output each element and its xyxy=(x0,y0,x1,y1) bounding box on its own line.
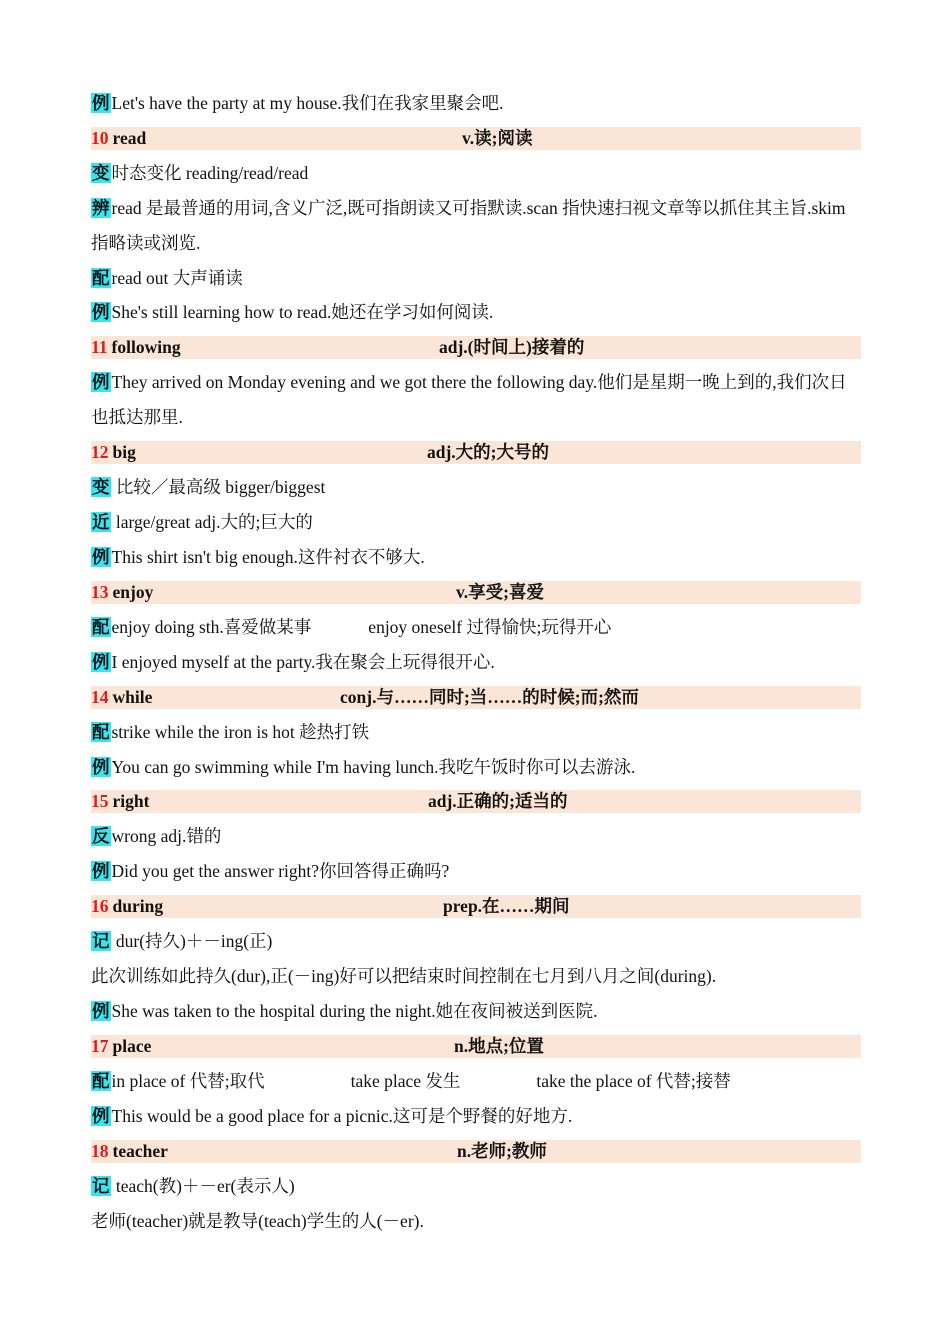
entry-number: 18 xyxy=(91,1140,109,1161)
collocation-text: take the place of 代替;接替 xyxy=(536,1070,731,1091)
example-text: She was taken to the hospital during the night.她在夜间被送到医院. xyxy=(111,1000,598,1021)
antonym-line xyxy=(91,819,861,854)
collocation-text: in place of 代替;取代 xyxy=(111,1070,265,1091)
entry-definition: conj.与……同时;当……的时候;而;然而 xyxy=(340,686,639,707)
entry-definition: v.读;阅读 xyxy=(462,127,533,148)
vocab-heading xyxy=(91,790,861,813)
inflection-tag: 变 xyxy=(92,162,110,183)
collocation-line xyxy=(91,715,861,750)
distinction-text: read 是最普通的用词,含义广泛,既可指朗读又可指默读.scan 指快速扫视文章等以抓住其主旨.skim 指略读或浏览. xyxy=(91,197,846,253)
collocation-text: enjoy oneself 过得愉快;玩得开心 xyxy=(368,616,612,637)
example-tag: 例 xyxy=(92,302,110,323)
example-text: Let's have the party at my house.我们在我家里聚会吧. xyxy=(111,93,504,113)
example-tag: 例 xyxy=(92,651,110,672)
example-text: Did you get the answer right?你回答得正确吗? xyxy=(111,861,450,882)
example-tag: 例 xyxy=(92,861,110,882)
collocation-tag: 配 xyxy=(92,721,110,742)
mnemonic-explanation xyxy=(91,959,861,994)
entry-word: place xyxy=(112,1035,152,1056)
mnemonic-line xyxy=(91,1169,861,1204)
collocation-tag: 配 xyxy=(92,616,110,637)
entry-number: 12 xyxy=(91,442,109,463)
example-text: They arrived on Monday evening and we got there the following day.他们是星期一晚上到的,我们次日也抵达那里. xyxy=(91,372,847,428)
vocab-heading xyxy=(91,1035,861,1058)
distinction-line xyxy=(91,191,861,261)
mnemonic-explanation xyxy=(91,1204,861,1239)
entry-number: 13 xyxy=(91,581,109,602)
collocation-line xyxy=(91,261,861,296)
example-text: She's still learning how to read.她还在学习如何阅读. xyxy=(111,302,494,323)
distinction-tag: 辨 xyxy=(92,197,110,218)
example-text: I enjoyed myself at the party.我在聚会上玩得很开心. xyxy=(111,651,495,672)
mnemonic-explanation-text: 老师(teacher)就是教导(teach)学生的人(－er). xyxy=(91,1210,424,1231)
entry-definition: v.享受;喜爱 xyxy=(456,581,544,602)
example-tag: 例 xyxy=(92,1000,110,1021)
entry-definition: adj.大的;大号的 xyxy=(427,442,550,463)
entry-word: teacher xyxy=(112,1140,168,1161)
vocab-heading xyxy=(91,336,861,359)
collocation-tag: 配 xyxy=(92,267,110,288)
mnemonic-tag: 记 xyxy=(92,931,110,952)
synonym-text: large/great adj.大的;巨大的 xyxy=(111,512,313,533)
synonym-tag: 近 xyxy=(92,512,110,533)
entry-definition: n.地点;位置 xyxy=(454,1035,544,1056)
vocab-heading xyxy=(91,581,861,604)
example-tag: 例 xyxy=(92,756,110,777)
collocation-text: enjoy doing sth.喜爱做某事 xyxy=(111,616,312,637)
example-line xyxy=(91,645,861,680)
synonym-line xyxy=(91,505,861,540)
antonym-tag: 反 xyxy=(92,826,110,847)
mnemonic-line xyxy=(91,924,861,959)
example-line xyxy=(91,854,861,889)
example-tag: 例 xyxy=(92,93,110,113)
mnemonic-text: teach(教)＋－er(表示人) xyxy=(111,1175,295,1196)
example-text: You can go swimming while I'm having lunch.我吃午饭时你可以去游泳. xyxy=(111,756,636,777)
collocation-tag: 配 xyxy=(92,1070,110,1091)
collocation-text: strike while the iron is hot 趁热打铁 xyxy=(111,721,370,742)
collocation-line xyxy=(91,610,861,645)
entry-number: 17 xyxy=(91,1035,109,1056)
example-line xyxy=(91,295,861,330)
vocab-heading xyxy=(91,686,861,709)
example-line xyxy=(91,1099,861,1134)
inflection-text: 时态变化 reading/read/read xyxy=(111,162,309,183)
entry-definition: adj.正确的;适当的 xyxy=(428,791,568,812)
vocab-heading xyxy=(91,895,861,918)
mnemonic-tag: 记 xyxy=(92,1175,110,1196)
example-tag: 例 xyxy=(92,1105,110,1126)
collocation-text: read out 大声诵读 xyxy=(111,267,243,288)
collocation-text: take place 发生 xyxy=(350,1070,461,1091)
entry-word: during xyxy=(112,896,164,917)
entry-word: right xyxy=(112,791,150,812)
mnemonic-text: dur(持久)＋－ing(正) xyxy=(111,931,273,952)
entry-definition: prep.在……期间 xyxy=(443,896,570,917)
document-body xyxy=(91,86,861,1238)
antonym-text: wrong adj.错的 xyxy=(111,826,222,847)
inflection-tag: 变 xyxy=(92,477,110,498)
example-line xyxy=(91,750,861,785)
entry-number: 11 xyxy=(91,337,108,358)
example-tag: 例 xyxy=(92,546,110,567)
example-line xyxy=(91,86,861,121)
entry-word: enjoy xyxy=(112,581,154,602)
inflection-text: 比较／最高级 bigger/biggest xyxy=(111,477,326,498)
example-line xyxy=(91,994,861,1029)
entry-word: big xyxy=(112,442,136,463)
inflection-line xyxy=(91,470,861,505)
example-line xyxy=(91,540,861,575)
vocab-heading xyxy=(91,127,861,150)
entry-number: 15 xyxy=(91,791,109,812)
entry-word: read xyxy=(112,127,147,148)
inflection-line xyxy=(91,156,861,191)
entry-word: while xyxy=(112,686,153,707)
mnemonic-explanation-text: 此次训练如此持久(dur),正(－ing)好可以把结束时间控制在七月到八月之间(during). xyxy=(91,966,717,987)
example-tag: 例 xyxy=(92,372,110,393)
example-line xyxy=(91,365,861,435)
collocation-line xyxy=(91,1064,861,1099)
entry-word: following xyxy=(111,337,181,358)
vocab-heading xyxy=(91,1140,861,1163)
entry-number: 10 xyxy=(91,127,109,148)
entry-number: 14 xyxy=(91,686,109,707)
entry-number: 16 xyxy=(91,896,109,917)
entry-definition: adj.(时间上)接着的 xyxy=(439,337,585,358)
vocab-heading xyxy=(91,441,861,464)
example-text: This would be a good place for a picnic.这可是个野餐的好地方. xyxy=(111,1105,573,1126)
entry-definition: n.老师;教师 xyxy=(457,1140,547,1161)
example-text: This shirt isn't big enough.这件衬衣不够大. xyxy=(111,546,425,567)
